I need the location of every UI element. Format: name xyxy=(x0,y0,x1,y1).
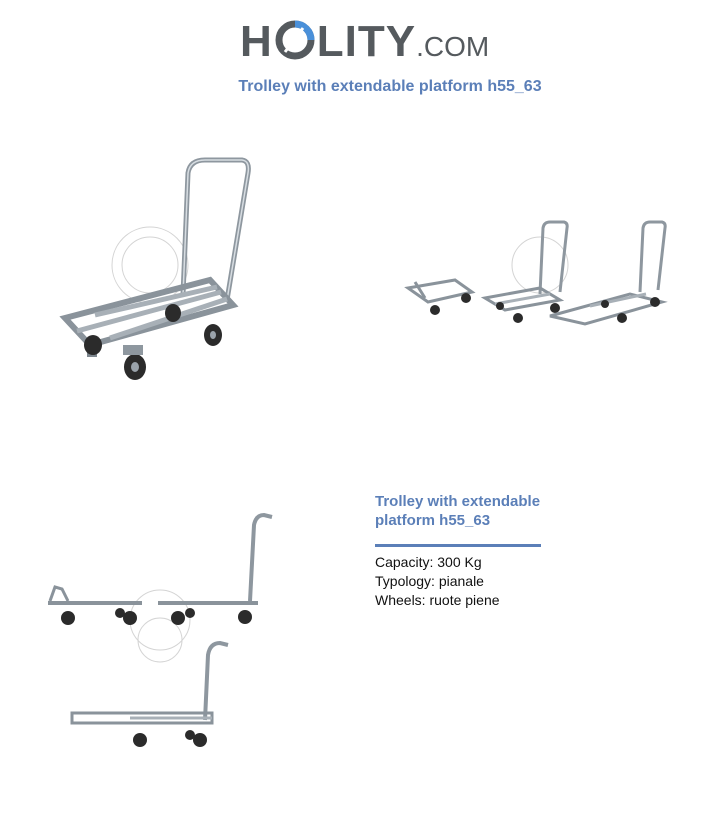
spec-typology: Typology: pianale xyxy=(375,573,484,589)
trolley-photo xyxy=(55,145,270,395)
logo-text-h: H xyxy=(240,17,273,66)
product-info xyxy=(375,492,575,610)
holity-logo[interactable] xyxy=(240,12,500,70)
spec-wheels: Wheels: ruote piene xyxy=(375,592,500,608)
product-title: Trolley with extendable platform h55_63 xyxy=(375,493,541,529)
title-divider xyxy=(375,544,541,547)
logo-text-lity: LITY xyxy=(316,17,417,66)
page-title: Trolley with extendable platform h55_63 xyxy=(238,78,542,95)
trolley-variants-photo xyxy=(400,210,675,340)
trolley-extended-photo xyxy=(40,505,290,760)
logo-text-com: .COM xyxy=(416,31,490,62)
spec-capacity: Capacity: 300 Kg xyxy=(375,554,482,570)
logo-ring-icon xyxy=(273,20,317,60)
